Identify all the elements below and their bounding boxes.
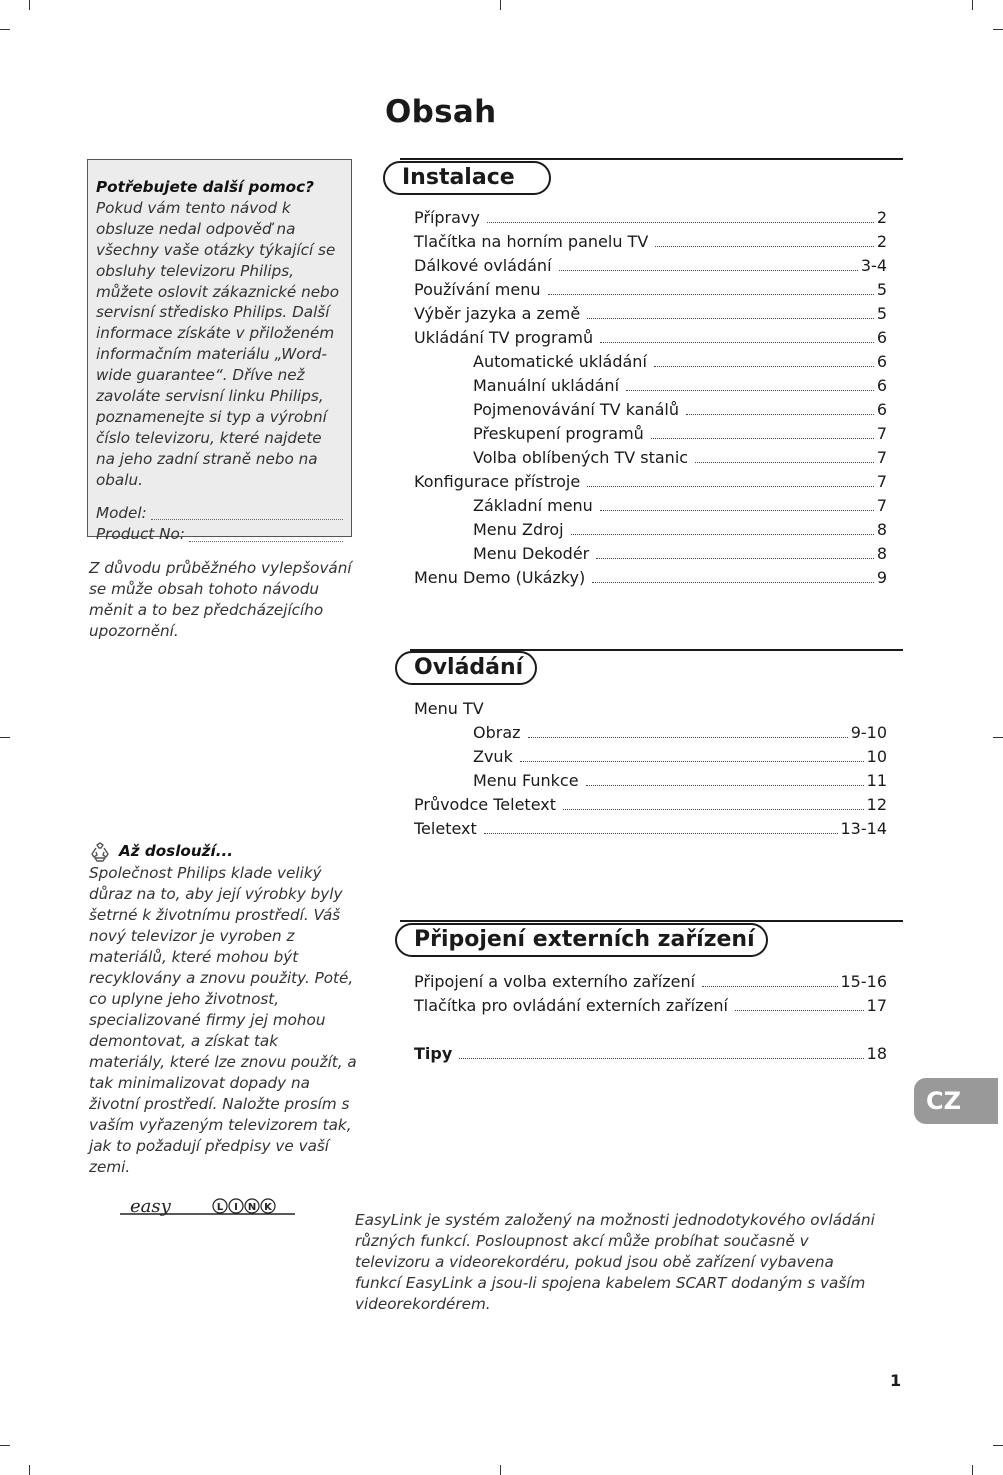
toc-subitem[interactable]	[414, 518, 887, 542]
toc-item-label: Pojmenovávání TV kanálů	[473, 400, 680, 419]
dot-leader	[600, 328, 874, 343]
toc-item-page: 6	[876, 352, 887, 371]
toc-item-label: Menu Funkce	[473, 771, 579, 790]
toc-item[interactable]	[414, 230, 887, 254]
page-title: Obsah	[385, 94, 497, 130]
easylink-description: EasyLink je systém založený na možnosti jednodotykového ovládáni různých funkcí. Posloupnost akcí může probíhat současně v televizoru a videorekordéru, pokud jsou obě zařízení vybavena funkcí EasyLink a jsou-li spojena kabelem SCART dodaným s vaším videorekordérem.	[355, 1211, 875, 1313]
model-field	[96, 503, 343, 525]
easylink-logo-letters	[213, 1199, 275, 1213]
toc-item-page: 6	[876, 400, 887, 419]
toc-item-label: Automatické ukládání	[473, 352, 647, 371]
toc-item-label: Tipy	[414, 1044, 453, 1063]
dot-leader	[548, 280, 874, 295]
crop-mark	[0, 29, 10, 30]
toc-item-label: Ukládání TV programů	[414, 328, 594, 347]
toc-item-page: 15-16	[840, 972, 887, 991]
toc-item-label: Manuální ukládání	[473, 376, 620, 395]
dot-leader	[596, 544, 874, 559]
help-box	[87, 159, 352, 544]
toc-subitem[interactable]	[414, 494, 887, 518]
easylink-logo-word: easy	[130, 1196, 171, 1217]
dot-leader	[654, 352, 874, 367]
toc-item-page: 12	[866, 795, 887, 814]
toc-subitem[interactable]	[414, 745, 887, 769]
dot-leader	[528, 723, 848, 738]
section-heading-pripojeni: Připojení externích zařízení	[395, 923, 768, 957]
dot-leader	[702, 972, 837, 987]
toc-subitem[interactable]	[414, 446, 887, 470]
toc-item[interactable]	[414, 1042, 887, 1066]
help-heading: Potřebujete další pomoc?	[96, 178, 314, 196]
toc-item-page: 7	[876, 424, 887, 443]
dot-leader	[600, 496, 874, 511]
toc-item-label: Teletext	[414, 819, 477, 838]
toc-item-label: Menu Dekodér	[473, 544, 590, 563]
toc-item-label: Menu Zdroj	[473, 520, 564, 539]
toc-item[interactable]	[414, 206, 887, 230]
toc-item[interactable]	[414, 994, 887, 1018]
toc-item-page: 13-14	[840, 819, 887, 838]
toc-item-page: 8	[876, 544, 887, 563]
crop-mark	[500, 1465, 501, 1475]
crop-mark	[993, 737, 1003, 738]
toc-item-label: Základní menu	[473, 496, 593, 515]
crop-mark	[29, 1465, 30, 1475]
toc-item-page: 3-4	[860, 256, 887, 275]
dot-leader	[459, 1044, 863, 1059]
toc-item-page: 2	[876, 232, 887, 251]
toc-item[interactable]	[414, 470, 887, 494]
easylink-logo-letter: I	[234, 1202, 238, 1213]
disclaimer: Z důvodu průběžného vylepšování se může obsah tohoto návodu měnit a to bez předcházejícího upozornění.	[89, 559, 352, 640]
toc-item-page: 7	[876, 472, 887, 491]
model-dotted-line	[151, 507, 343, 520]
section-rule	[400, 920, 903, 922]
toc-item-label: Tlačítka na horním panelu TV	[414, 232, 649, 251]
toc-item[interactable]	[414, 817, 887, 841]
dot-leader	[655, 232, 874, 247]
language-tab: CZ	[914, 1078, 998, 1124]
toc-subitem[interactable]	[414, 398, 887, 422]
dot-leader	[626, 376, 874, 391]
toc-item-label: Přípravy	[414, 208, 480, 227]
toc-item-label: Dálkové ovládání	[414, 256, 552, 275]
toc-item[interactable]	[414, 697, 887, 721]
dot-leader	[651, 424, 874, 439]
toc-item-page: 5	[876, 280, 887, 299]
toc-subitem[interactable]	[414, 542, 887, 566]
toc-item[interactable]	[414, 254, 887, 278]
page-number: 1	[890, 1371, 902, 1390]
dot-leader	[484, 819, 838, 834]
crop-mark	[972, 0, 973, 10]
toc-spacer	[414, 1018, 887, 1042]
product-number-label: Product No:	[96, 525, 185, 544]
toc-item-page: 6	[876, 376, 887, 395]
section-heading-ovladani: Ovládání	[395, 651, 537, 685]
product-number-field	[96, 524, 343, 546]
toc-item-label: Konfigurace přístroje	[414, 472, 581, 491]
easylink-logo-letter: N	[247, 1202, 257, 1213]
toc-item-page: 10	[866, 747, 887, 766]
section-heading-instalace: Instalace	[383, 161, 551, 195]
toc-item[interactable]	[414, 278, 887, 302]
model-label: Model:	[96, 503, 147, 522]
toc-item-page: 11	[866, 771, 887, 790]
toc-subitem[interactable]	[414, 374, 887, 398]
crop-mark	[972, 1465, 973, 1475]
dot-leader	[571, 520, 874, 535]
toc-subitem[interactable]	[414, 350, 887, 374]
toc-item-label: Zvuk	[473, 747, 513, 766]
dot-leader	[587, 304, 874, 319]
toc-item-page: 7	[876, 496, 887, 515]
toc-item-label: Obraz	[473, 723, 521, 742]
crop-mark	[500, 0, 501, 10]
recycle-icon	[89, 842, 111, 862]
crop-mark	[0, 737, 10, 738]
dot-leader	[559, 256, 858, 271]
product-number-dotted-line	[189, 529, 343, 542]
toc-item-page: 9	[876, 568, 887, 587]
toc-item[interactable]	[414, 566, 887, 590]
toc-item-label: Připojení a volba externího zařízení	[414, 972, 696, 991]
toc-subitem[interactable]	[414, 422, 887, 446]
eco-heading: Až doslouží...	[119, 842, 234, 860]
toc-item-label: Používání menu	[414, 280, 541, 299]
crop-mark	[993, 1445, 1003, 1446]
dot-leader	[735, 996, 864, 1011]
dot-leader	[563, 795, 864, 810]
toc-subitem[interactable]	[414, 721, 887, 745]
toc-item[interactable]	[414, 793, 887, 817]
dot-leader	[487, 208, 874, 223]
toc-item-page: 2	[876, 208, 887, 227]
help-body: Pokud vám tento návod k obsluze nedal odpověď na všechny vaše otázky týkající se obsluhy televizoru Philips, můžete oslovit zákaznické nebo servisní středisko Philips. Další informace získáte v přiloženém informačním materiálu „Word-wide guarantee“. Dříve než zavoláte servisní linku Philips, poznamenejte si typ a výrobní číslo televizoru, které najdete na jeho zadní straně nebo na obalu.	[96, 198, 339, 489]
toc-item-page: 8	[876, 520, 887, 539]
help-fields	[96, 503, 343, 546]
toc-item-label: Tlačítka pro ovládání externích zařízení	[414, 996, 728, 1015]
toc-item[interactable]	[414, 302, 887, 326]
toc-item-page: 7	[876, 448, 887, 467]
toc-ovladani	[414, 697, 887, 841]
dot-leader	[695, 448, 874, 463]
toc-pripojeni	[414, 970, 887, 1066]
easylink-logo	[120, 1192, 296, 1224]
dot-leader	[520, 747, 864, 762]
toc-item-page: 6	[876, 328, 887, 347]
easylink-logo-letter: L	[216, 1202, 224, 1213]
dot-leader	[592, 568, 874, 583]
toc-item-label: Menu TV	[414, 699, 484, 718]
toc-item-label: Volba oblíbených TV stanic	[473, 448, 689, 467]
toc-item-label: Přeskupení programů	[473, 424, 644, 443]
toc-instalace	[414, 206, 887, 590]
toc-item-page: 18	[866, 1044, 887, 1063]
dot-leader	[686, 400, 874, 415]
dot-leader	[587, 472, 874, 487]
toc-item-label: Výběr jazyka a země	[414, 304, 581, 323]
toc-item[interactable]	[414, 970, 887, 994]
toc-item-page: 17	[866, 996, 887, 1015]
toc-subitem[interactable]	[414, 769, 887, 793]
crop-mark	[29, 0, 30, 10]
section-rule	[400, 158, 903, 160]
toc-item-label: Průvodce Teletext	[414, 795, 556, 814]
toc-item-page: 9-10	[850, 723, 887, 742]
dot-leader	[586, 771, 864, 786]
eco-heading-row	[89, 841, 357, 862]
toc-item[interactable]	[414, 326, 887, 350]
crop-mark	[993, 29, 1003, 30]
crop-mark	[0, 1445, 10, 1446]
eco-section	[89, 841, 357, 1178]
easylink-logo-letter: K	[264, 1202, 272, 1213]
toc-item-label: Menu Demo (Ukázky)	[414, 568, 586, 587]
toc-item-page: 5	[876, 304, 887, 323]
eco-body: Společnost Philips klade veliký důraz na to, aby její výrobky byly šetrné k životnímu prostředí. Váš nový televizor je vyroben z materiálů, které mohou být recyklovány a znovu použity. Poté, co uplyne jeho životnost, specializované firmy jej mohou demontovat, a získat tak materiály, které lze znovu použít, a tak minimalizovat dopady na životní prostředí. Naložte prosím s vaším vyřazeným televizorem tak, jak to požadují předpisy ve vaší zemi.	[89, 864, 357, 1176]
